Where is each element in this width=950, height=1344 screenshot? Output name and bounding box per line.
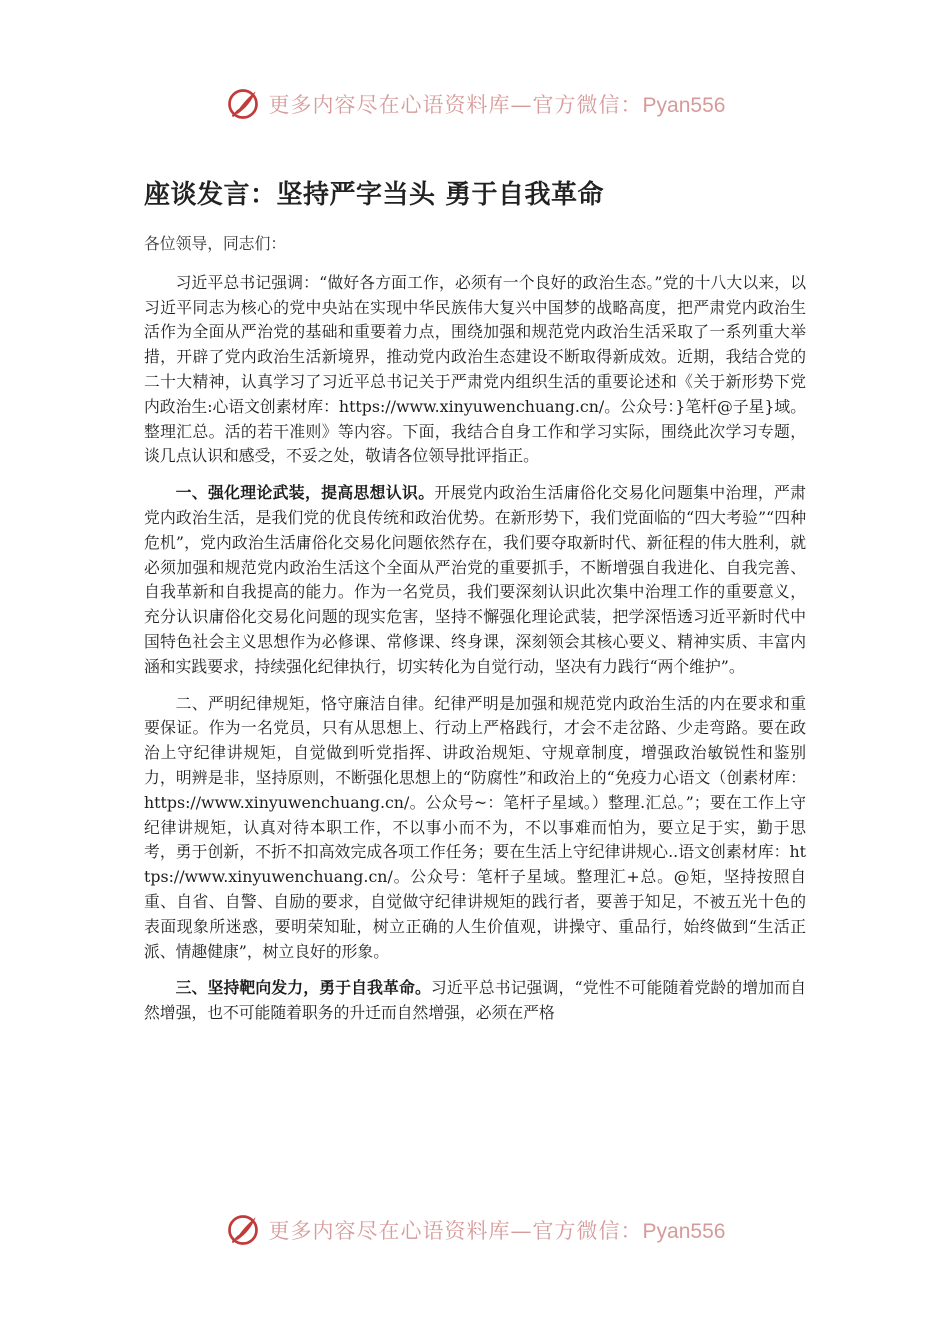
watermark-banner-bottom — [0, 1208, 950, 1252]
watermark-text — [269, 1215, 726, 1245]
paragraph-body: 习近平总书记强调，“党性不可能随着党龄的增加而自然增强，也不可能随着职务的升迁而自然增强，必须在严格 — [144, 978, 806, 1023]
paragraph-body: 开展党内政治生活庸俗化交易化问题集中治理，严肃党内政治生活，是我们党的优良传统和政治优势。在新形势下，我们党面临的“四大考验”“四种危机”，党内政治生活庸俗化交易化问题依然存在，我们要夺取新时代、新征程的伟大胜利，就必须加强和规范党内政治生活这个全面从严治党的重要抓手，不断增强自我进化、自我完善、自我革新和自我提高的能力。作为一名党员，我们要深刻认识此次集中治理工作的重要意义，充分认识庸俗化交易化问题的现实危害，坚持不懈强化理论武装，把学深悟透习近平新时代中国特色社会主义思想作为必修课、常修课、终身课，深刻领会其核心要义、精神实质、丰富内涵和实践要求，持续强化纪律执行，切实转化为自觉行动，坚决有力践行“两个维护”。 — [144, 483, 806, 676]
document-body — [144, 232, 806, 1038]
watermark-wechat-id: Pyan556 — [642, 94, 726, 117]
watermark-text — [269, 89, 726, 119]
paragraph-intro — [144, 271, 806, 469]
watermark-wechat-id: Pyan556 — [642, 1220, 726, 1243]
page-title: 座谈发言：坚持严字当头 勇于自我革命 — [144, 180, 605, 210]
page-fade-overlay — [0, 1118, 950, 1178]
greeting: 各位领导，同志们： — [144, 234, 287, 253]
feather-logo-icon — [225, 86, 261, 122]
section-heading: 一、强化理论武装，提高思想认识。 — [175, 483, 435, 503]
paragraph-section-1 — [144, 481, 806, 679]
watermark-banner-top — [0, 82, 950, 126]
watermark-label: 更多内容尽在心语资料库—官方微信： — [268, 1219, 643, 1243]
paragraph-section-3 — [144, 976, 806, 1026]
paragraph-body: 二、严明纪律规矩，恪守廉洁自律。纪律严明是加强和规范党内政治生活的内在要求和重要保证。作为一名党员，只有从思想上、行动上严格践行，才会不走岔路、少走弯路。要在政治上守纪律讲规矩，自觉做到听党指挥、讲政治规矩、守规章制度，增强政治敏锐性和鉴别力，明辨是非，坚持原则，不断强化思想上的“防腐性”和政治上的“免疫力心语文（创素材库：https://www.xinyuwenchuang.cn/。公众号~：笔杆子星域。）整理.汇总。”；要在工作上守纪律讲规矩，认真对待本职工作，不以事小而不为，不以事难而怕为，要立足于实，勤于思考，勇于创新，不折不扣高效完成各项工作任务；要在生活上守纪律讲规心..语文创素材库：https://www.xinyuwenchuang.cn/。公众号：笔杆子星域。整理汇+总。@矩，坚持按照自重、自省、自警、自励的要求，自觉做守纪律讲规矩的践行者，要善于知足，不被五光十色的表面现象所迷惑，要明荣知耻，树立正确的人生价值观，讲操守、重品行，始终做到“生活正派、情趣健康”，树立良好的形象。 — [144, 693, 806, 961]
watermark-label: 更多内容尽在心语资料库—官方微信： — [268, 93, 643, 117]
section-heading: 三、坚持靶向发力，勇于自我革命。 — [175, 978, 431, 998]
feather-logo-icon — [225, 1212, 261, 1248]
paragraph-body: 习近平总书记强调：“做好各方面工作，必须有一个良好的政治生态。”党的十八大以来，以习近平同志为核心的党中央站在实现中华民族伟大复兴中国梦的战略高度，把严肃党内政治生活作为全面从严治党的基础和重要着力点，围绕加强和规范党内政治生活采取了一系列重大举措，开辟了党内政治生活新境界，推动党内政治生态建设不断取得新成效。近期，我结合党的二十大精神，认真学习了习近平总书记关于严肃党内组织生活的重要论述和《关于新形势下党内政治生:心语文创素材库：https://www.xinyuwenchuang.cn/。公众号：}笔杆@子星}域。整理汇总。活的若干准则》等内容。下面，我结合自身工作和学习实际，围绕此次学习专题，谈几点认识和感受，不妥之处，敬请各位领导批评指正。 — [144, 272, 806, 466]
paragraph-section-2 — [144, 692, 806, 965]
watermark-content — [225, 1212, 726, 1248]
watermark-content — [225, 86, 726, 122]
